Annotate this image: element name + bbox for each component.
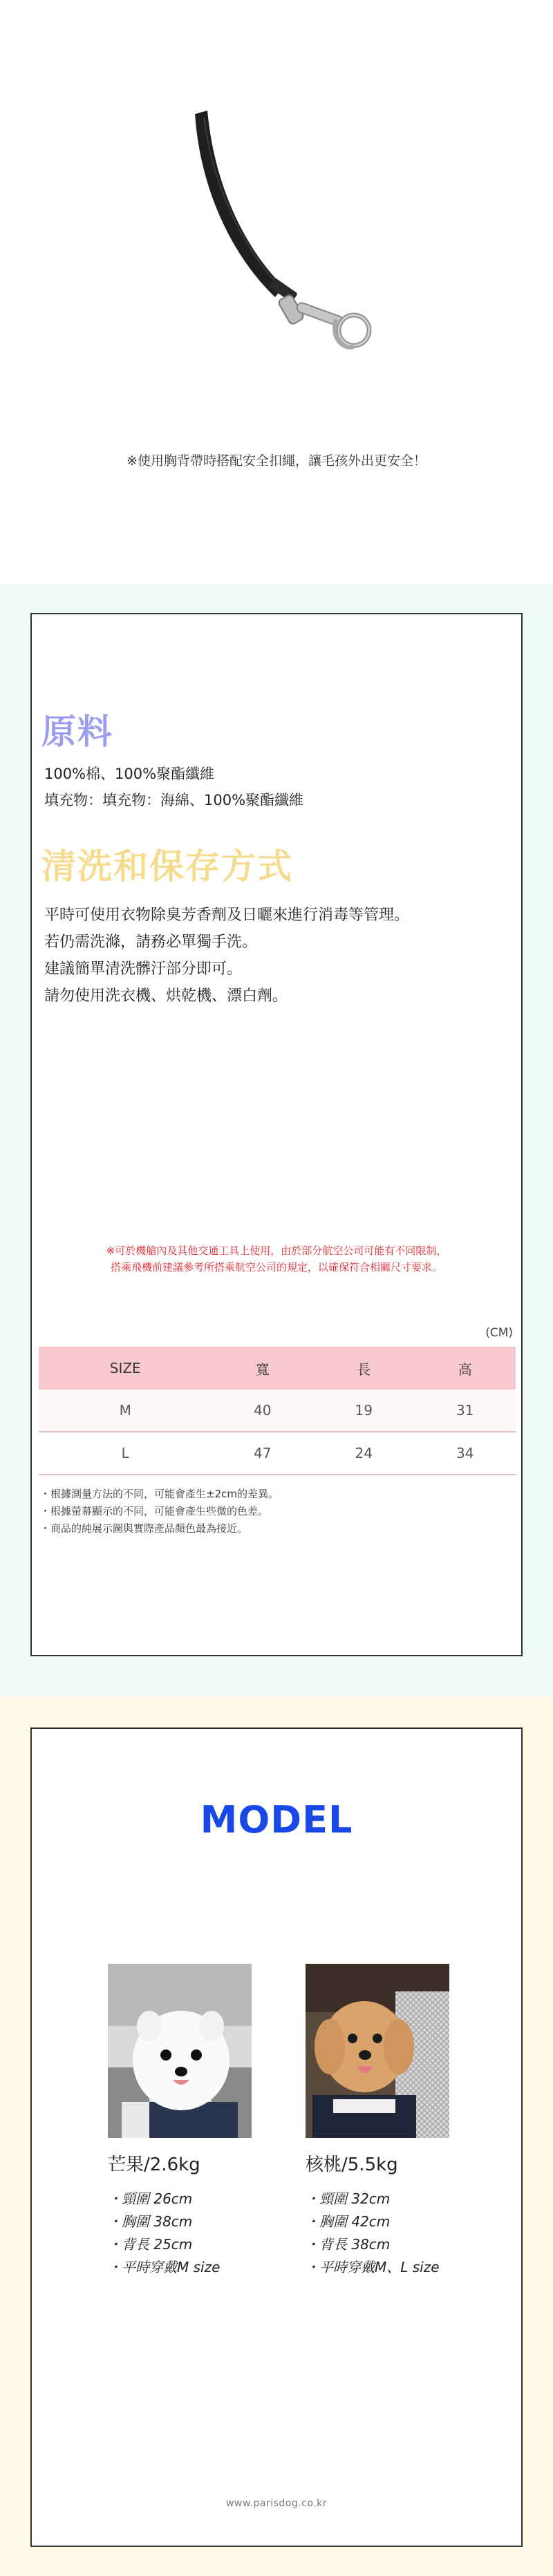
model-card	[30, 1727, 523, 2547]
width-cell: 47	[212, 1432, 313, 1475]
care-line: 請勿使用洗衣機、烘乾機、漂白劑。	[44, 987, 288, 1005]
header-width: 寬	[212, 1347, 313, 1390]
width-cell: 40	[212, 1390, 313, 1432]
materials-line: 100%棉、100%聚酯纖維	[44, 766, 215, 782]
model-detail: ・頸圍 26cm	[108, 2190, 193, 2207]
leash-section	[0, 0, 553, 584]
model-name: 芒果/2.6kg	[108, 2154, 200, 2175]
materials-heading: 原料	[41, 712, 113, 752]
product-details-card	[30, 613, 523, 1656]
size-note: ・商品的純展示圖與實際產品顏色最為接近。	[40, 1522, 248, 1535]
care-line: 平時可使用衣物除臭芳香劑及日曬來進行消毒等管理。	[44, 907, 410, 924]
size-cell: M	[39, 1390, 212, 1432]
header-height: 高	[414, 1347, 516, 1390]
length-cell: 24	[313, 1432, 415, 1475]
airline-note-line: ※可於機艙內及其他交通工具上使用，由於部分航空公司可能有不同限制，	[106, 1244, 447, 1257]
table-row	[39, 1432, 516, 1475]
model-photo-walnut	[306, 1964, 449, 2138]
materials-line: 填充物：填充物：海綿、100%聚酯纖維	[44, 792, 304, 808]
model-detail: ・頸圍 32cm	[306, 2190, 391, 2207]
model-detail: ・胸圍 42cm	[306, 2213, 391, 2230]
model-detail: ・平時穿戴M size	[108, 2259, 221, 2275]
leash-clip-image	[173, 104, 401, 380]
header-size: SIZE	[39, 1347, 212, 1390]
model-detail: ・胸圍 38cm	[108, 2213, 193, 2230]
model-detail: ・背長 38cm	[306, 2236, 391, 2253]
model-title: MODEL	[200, 1798, 353, 1841]
height-cell: 31	[414, 1390, 516, 1432]
table-row	[39, 1390, 516, 1432]
website-link[interactable]: www.parisdog.co.kr	[225, 2498, 328, 2509]
length-cell: 19	[313, 1390, 415, 1432]
size-table	[39, 1347, 516, 1475]
model-photo-mango	[108, 1964, 252, 2138]
size-note: ・根據螢幕顯示的不同，可能會產生些微的色差。	[40, 1505, 269, 1517]
size-cell: L	[39, 1432, 212, 1475]
model-detail: ・平時穿戴M、L size	[306, 2259, 440, 2275]
model-name: 核桃/5.5kg	[306, 2154, 398, 2175]
care-heading: 清洗和保存方式	[41, 846, 293, 887]
model-detail: ・背長 25cm	[108, 2236, 193, 2253]
unit-label: (CM)	[485, 1326, 513, 1340]
care-line: 建議簡單清洗髒汙部分即可。	[44, 960, 243, 978]
height-cell: 34	[414, 1432, 516, 1475]
airline-note-line: 搭乘飛機前建議參考所搭乘航空公司的規定，以確保符合相關尺寸要求。	[110, 1261, 442, 1273]
size-note: ・根據測量方法的不同，可能會產生±2cm的差異。	[40, 1488, 279, 1500]
care-line: 若仍需洗滌，請務必單獨手洗。	[44, 934, 258, 951]
size-table-header	[39, 1347, 516, 1390]
safety-note: ※使用胸背帶時搭配安全扣繩，讓毛孩外出更安全！	[126, 453, 427, 468]
header-length: 長	[313, 1347, 415, 1390]
